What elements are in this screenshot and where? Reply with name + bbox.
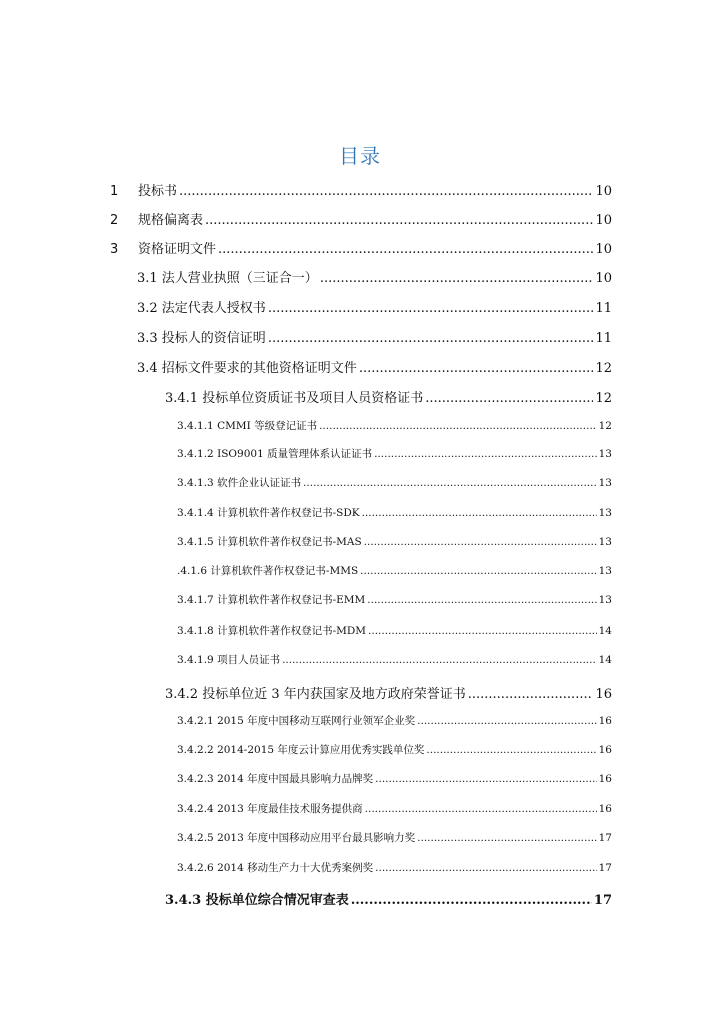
toc-dot-leader: [364, 536, 597, 548]
toc-dot-leader: [368, 625, 597, 637]
toc-entry-title: 3.4.2.2 2014-2015 年度云计算应用优秀实践单位奖: [177, 744, 425, 756]
toc-page-number: 14: [598, 625, 612, 637]
toc-page-number: 13: [598, 594, 612, 606]
toc-entry[interactable]: [177, 742, 612, 757]
toc-entry[interactable]: [110, 209, 612, 228]
toc-entry-title: 3.4.2.3 2014 年度中国最具影响力品牌奖: [177, 773, 374, 785]
toc-entry-title: 3.1 法人营业执照（三证合一）: [137, 271, 318, 286]
toc-entry[interactable]: [177, 446, 612, 461]
toc-entry[interactable]: [177, 623, 612, 638]
toc-page-number: 13: [598, 477, 612, 489]
toc-entry-number: 1: [110, 184, 119, 199]
toc-entry[interactable]: [177, 534, 612, 549]
toc-page-number: 17: [593, 893, 612, 908]
toc-entry-title: 3.4.2.4 2013 年度最佳技术服务提供商: [177, 803, 363, 815]
toc-entry-title: 3.4.1.8 计算机软件著作权登记书-MDM: [177, 625, 367, 637]
toc-entry[interactable]: [177, 830, 612, 845]
toc-entry-title: 投标书: [138, 184, 178, 199]
toc-entry-title: 3.4.1.4 计算机软件著作权登记书-SDK: [177, 507, 360, 519]
toc-title: 目录: [339, 144, 381, 168]
toc-dot-leader: [425, 391, 593, 406]
toc-entry-title: 3.4.2.5 2013 年度中国移动应用平台最具影响力奖: [177, 832, 416, 844]
toc-dot-leader: [319, 420, 597, 432]
toc-entry-title: 规格偏离表: [138, 213, 204, 228]
toc-entry-title: .4.1.6 计算机软件著作权登记书-MMS: [177, 565, 359, 577]
toc-entry[interactable]: [165, 889, 612, 908]
toc-entry-title: 3.4.1.1 CMMI 等级登记证书: [177, 420, 318, 432]
toc-entry[interactable]: [177, 771, 612, 786]
toc-page-number: 16: [598, 715, 612, 727]
toc-dot-leader: [351, 893, 592, 908]
toc-page-number: 13: [598, 565, 612, 577]
toc-page-number: 10: [595, 271, 612, 286]
toc-page-number: 13: [598, 507, 612, 519]
toc-entry-title: 3.4.1.3 软件企业认证证书: [177, 477, 302, 489]
toc-entry[interactable]: [137, 357, 612, 376]
toc-entry-title: 3.4.2.1 2015 年度中国移动互联网行业领军企业奖: [177, 715, 416, 727]
toc-page-number: 16: [595, 687, 612, 702]
toc-entry-title: 3.4.2.6 2014 移动生产力十大优秀案例奖: [177, 862, 374, 874]
toc-page-number: 10: [595, 242, 612, 257]
toc-entry-number: 3: [110, 242, 119, 257]
toc-dot-leader: [268, 331, 594, 346]
toc-page-number: 10: [595, 213, 612, 228]
toc-dot-leader: [205, 213, 593, 228]
toc-page-number: 11: [595, 301, 612, 316]
toc-entry[interactable]: [137, 327, 612, 346]
toc-entry[interactable]: [177, 713, 612, 728]
toc-page-number: 16: [598, 803, 612, 815]
toc-dot-leader: [365, 803, 597, 815]
toc-entry-title: 3.2 法定代表人授权书: [137, 301, 266, 316]
toc-dot-leader: [375, 773, 596, 785]
toc-dot-leader: [360, 565, 596, 577]
toc-dot-leader: [179, 184, 593, 199]
toc-dot-leader: [374, 448, 597, 460]
toc-dot-leader: [362, 507, 597, 519]
toc-dot-leader: [417, 715, 596, 727]
toc-dot-leader: [320, 271, 594, 286]
toc-page-number: 12: [595, 361, 612, 376]
toc-entry-title: 3.4.1 投标单位资质证书及项目人员资格证书: [165, 391, 424, 406]
toc-entry[interactable]: [177, 652, 612, 667]
toc-entry[interactable]: [177, 418, 612, 433]
toc-dot-leader: [468, 687, 594, 702]
toc-entry-title: 3.4.1.5 计算机软件著作权登记书-MAS: [177, 536, 362, 548]
toc-page-number: 16: [598, 744, 612, 756]
toc-entry[interactable]: [137, 267, 612, 286]
toc-page-number: 12: [595, 391, 612, 406]
toc-entry[interactable]: [177, 475, 612, 490]
toc-entry[interactable]: [177, 860, 612, 875]
toc-dot-leader: [268, 301, 594, 316]
toc-entry-title: 3.4 招标文件要求的其他资格证明文件: [137, 361, 357, 376]
toc-entry[interactable]: [165, 387, 612, 406]
toc-entry[interactable]: [177, 563, 612, 578]
toc-entry-title: 3.4.1.7 计算机软件著作权登记书-EMM: [177, 594, 366, 606]
toc-dot-leader: [375, 862, 596, 874]
toc-dot-leader: [417, 832, 596, 844]
toc-entry[interactable]: [177, 592, 612, 607]
toc-entry[interactable]: [137, 297, 612, 316]
toc-dot-leader: [282, 654, 597, 666]
toc-page-number: 13: [598, 448, 612, 460]
toc-dot-leader: [303, 477, 597, 489]
toc-entry[interactable]: [110, 180, 612, 199]
toc-page-number: 10: [595, 184, 612, 199]
toc-page-number: 17: [598, 832, 612, 844]
toc-page-number: 11: [595, 331, 612, 346]
toc-dot-leader: [359, 361, 594, 376]
toc-page-number: 13: [598, 536, 612, 548]
toc-dot-leader: [218, 242, 593, 257]
toc-entry[interactable]: [177, 505, 612, 520]
toc-entry-title: 3.3 投标人的资信证明: [137, 331, 266, 346]
toc-entry-title: 3.4.3 投标单位综合情况审查表: [165, 893, 349, 908]
toc-entry-title: 3.4.1.2 ISO9001 质量管理体系认证证书: [177, 448, 373, 460]
toc-entry-title: 3.4.1.9 项目人员证书: [177, 654, 281, 666]
toc-entry-title: 资格证明文件: [138, 242, 217, 257]
toc-page-number: 12: [598, 420, 612, 432]
toc-entry[interactable]: [110, 238, 612, 257]
toc-dot-leader: [426, 744, 596, 756]
toc-entry-number: 2: [110, 213, 119, 228]
toc-page-number: 16: [598, 773, 612, 785]
toc-entry-title: 3.4.2 投标单位近 3 年内获国家及地方政府荣誉证书: [165, 687, 466, 702]
toc-dot-leader: [367, 594, 596, 606]
toc-page-number: 17: [598, 862, 612, 874]
toc-page-number: 14: [598, 654, 612, 666]
toc-entry[interactable]: [165, 683, 612, 702]
toc-entry[interactable]: [177, 801, 612, 816]
